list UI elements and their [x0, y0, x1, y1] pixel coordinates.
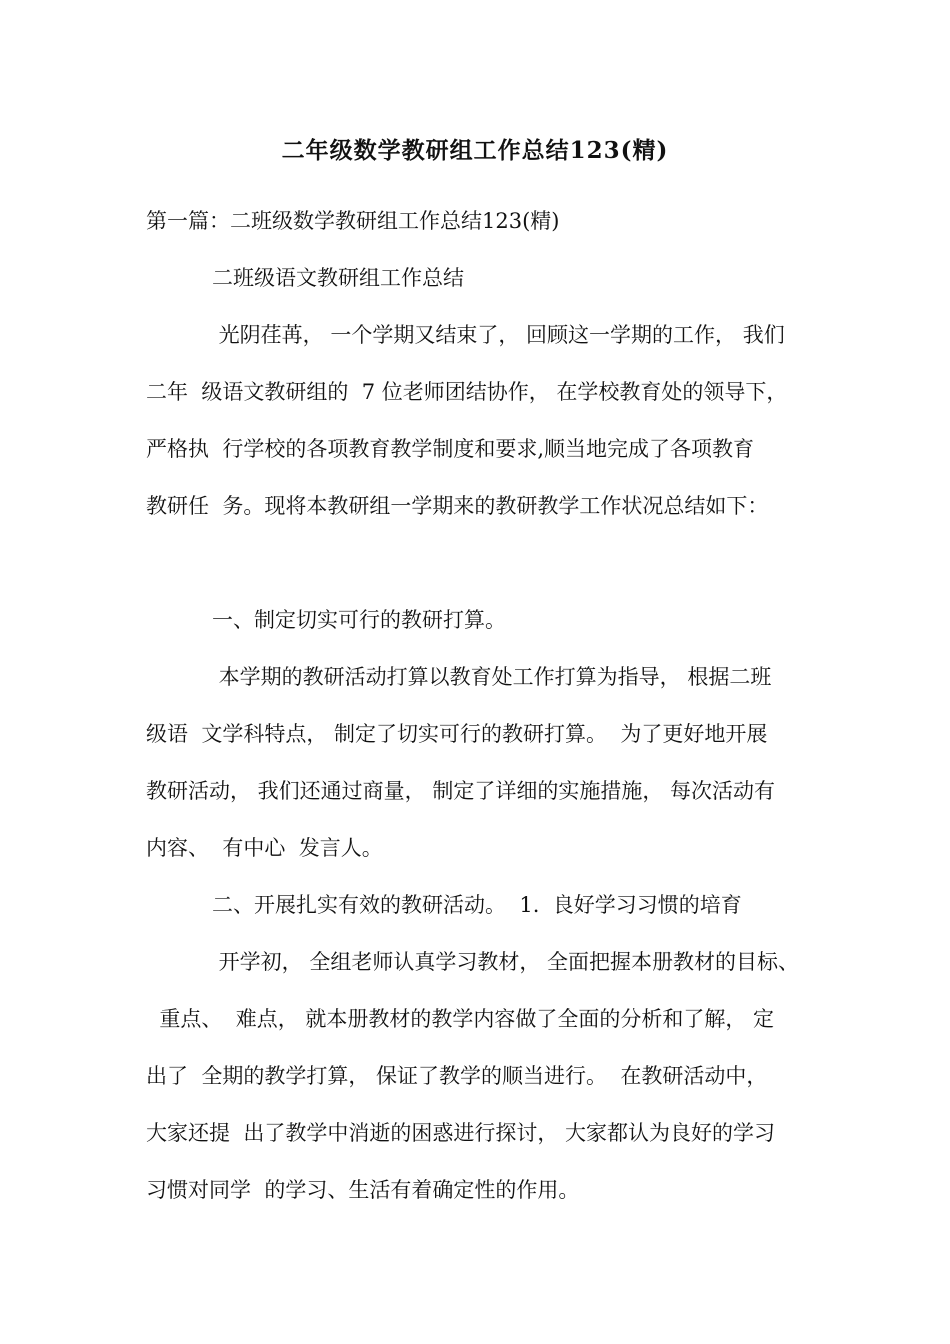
paragraph-line: 教研任 务。现将本教研组一学期来的教研教学工作状况总结如下：	[146, 494, 769, 518]
subtitle: 二班级语文教研组工作总结	[212, 266, 464, 290]
paragraph-line: 教研活动， 我们还通过商量， 制定了详细的实施措施， 每次活动有	[146, 779, 776, 803]
paragraph-line: 内容、 有中心 发言人。	[146, 836, 383, 860]
paragraph-line: 重点、 难点， 就本册教材的教学内容做了全面的分析和了解， 定	[146, 1007, 775, 1031]
section-heading: 第一篇：二班级数学教研组工作总结123(精)	[146, 209, 560, 233]
document-title: 二年级数学教研组工作总结123(精)	[281, 137, 669, 164]
paragraph-line: 级语 文学科特点， 制定了切实可行的教研打算。 为了更好地开展	[146, 722, 768, 746]
paragraph-line: 大家还提 出了教学中消逝的困惑进行探讨， 大家都认为良好的学习	[146, 1121, 776, 1145]
section-heading-1: 一、制定切实可行的教研打算。	[212, 608, 506, 632]
paragraph-line: 出了 全期的教学打算， 保证了教学的顺当进行。 在教研活动中，	[146, 1064, 768, 1088]
paragraph-line: 严格执 行学校的各项教育教学制度和要求,顺当地完成了各项教育	[146, 437, 755, 461]
paragraph-line: 光阴荏苒， 一个学期又结束了， 回顾这一学期的工作， 我们	[212, 323, 785, 347]
paragraph-line: 习惯对同学 的学习、生活有着确定性的作用。	[146, 1178, 580, 1202]
section-heading-2: 二、开展扎实有效的教研活动。 1. 良好学习习惯的培育	[212, 893, 742, 917]
paragraph-line: 本学期的教研活动打算以教育处工作打算为指导， 根据二班	[212, 665, 772, 689]
paragraph-line: 开学初， 全组老师认真学习教材， 全面把握本册教材的目标、	[212, 950, 800, 974]
paragraph-line: 二年 级语文教研组的 7 位老师团结协作， 在学校教育处的领导下，	[146, 380, 788, 404]
